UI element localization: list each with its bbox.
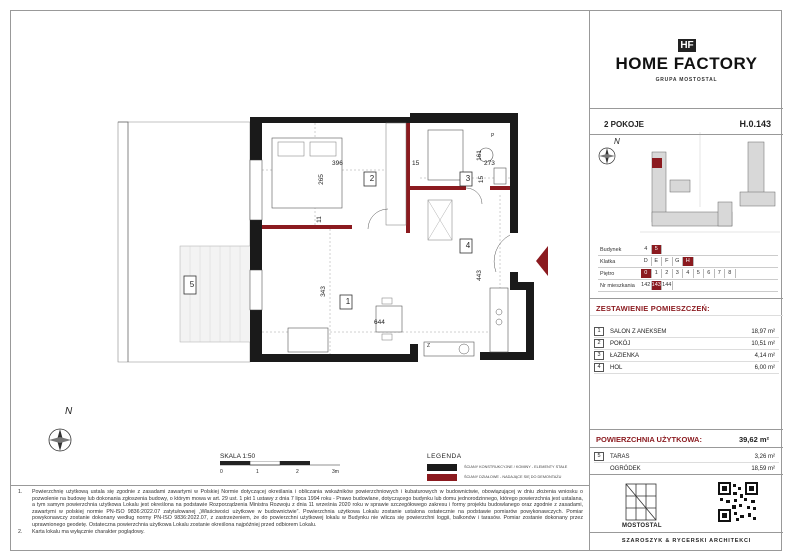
location-cell: 144	[662, 282, 672, 288]
room-number: 1	[594, 327, 604, 336]
room-name: ŁAZIENKA	[610, 352, 640, 359]
location-row	[598, 256, 778, 268]
location-cell: F	[662, 257, 673, 266]
footnote-text: Karta lokalu ma wyłącznie charakter poglądowy.	[32, 528, 145, 535]
total-area-value: 39,62 m²	[738, 435, 769, 444]
dimension-label: 15	[478, 175, 486, 184]
footnote-text: Powierzchnię użytkową ustala się zgodnie z zasadami zawartymi w Polskiej Normie dotyczącej określania i obliczania wskaźników powierzchniowych i kubaturowych w budownictwie, obowiązującej w dniu złożenia wniosku o pozwolenie na budowę lub dokonania zgłoszenia budowy, o którym mowa w art. 29 ust. 1 pkt 1 ustawy z dnia 7 lipca 1994 roku - Prawo budowlane, dotyczącego budynku lub domu jednorodzinnego, którego powierzchnia jest ustalana, a tym samym powierzchnia użytkowa Lokalu jest określona na podstawie Rozporządzenia Ministra Rozwoju z dnia 11 września 2020 roku w sprawie szczegółowego zakresu i formy projektu budowlanego oraz zgodnie z zasadami, zawartymi w polskiej normie PN-ISO 9836:2022.07 zatytułowanej „Właściwości użytkowe w budownictwie”. Powierzchnia użytkowa Lokalu zostanie ustalona ostatecznie na podstawie pomiarów powykonawczych. Pomiar powykonawczy zostanie dokonany według normy PN-ISO 9836:2022.07, z zastrzeżeniem, że do powierzchni użytkowej lokalu w Budynku nie wlicza się powierzchni loggii, balkonów i tarasów. Pomiar zostanie dokonany przez uprawnionego geodetę. Ostateczna powierzchnia użytkowa Lokalu zostanie określona najpóźniej przed odbiorem Lokalu.	[32, 489, 583, 528]
location-cell: 5	[694, 269, 705, 278]
legend-text-structural: ŚCIANY KONSTRUKCYJNE / KOMINY - ELEMENTY STAŁE	[464, 465, 568, 469]
legend-text-partition: ŚCIANY DZIAŁOWE - NADAJĄCE SIĘ DO DEMONTAŻU	[464, 475, 562, 479]
location-cell: 142	[641, 282, 651, 288]
room-row	[594, 362, 779, 374]
bottom-logos	[590, 480, 783, 530]
floor-plan	[10, 10, 589, 485]
room-area: 6,00 m²	[754, 364, 775, 371]
footnote-number: 2.	[18, 528, 23, 535]
room-row	[594, 338, 779, 350]
legend-swatch-partition	[427, 474, 457, 481]
extra-area-value: 3,26 m²	[754, 453, 775, 460]
rooms-count: 2 POKOJE	[604, 120, 645, 129]
dimension-label: 15	[412, 160, 420, 167]
scale-bar	[220, 461, 340, 475]
location-row-label: Budynek	[600, 246, 622, 253]
kitchen-counter	[490, 288, 508, 352]
location-cell: 143	[651, 282, 661, 288]
room-name: SALON Z ANEKSEM	[610, 328, 667, 335]
location-cell: G	[673, 257, 684, 266]
total-area-label: POWIERZCHNIA UŻYTKOWA:	[596, 435, 702, 444]
location-cell: E	[652, 257, 663, 266]
footnote-2	[18, 528, 583, 536]
room-row	[594, 326, 779, 338]
footnote-number: 1.	[18, 489, 23, 495]
room-label-1: 1	[345, 297, 351, 306]
location-cell: 0	[641, 269, 652, 278]
fixture-label: Z	[427, 343, 431, 349]
room-number: 3	[594, 351, 604, 360]
architects-credit: SZAROSZYK & RYCERSKI ARCHITEKCI	[621, 538, 752, 544]
scale-tick: 0	[220, 469, 223, 475]
sofa	[288, 328, 328, 352]
toilet	[494, 168, 506, 184]
unit-header	[590, 118, 783, 132]
divider	[590, 108, 783, 109]
room-number: 2	[594, 339, 604, 348]
location-row	[598, 244, 778, 256]
room-label-4: 4	[465, 241, 471, 250]
fixture-label: P	[491, 133, 495, 139]
location-cell: 2	[662, 269, 673, 278]
north-label-small: N	[614, 137, 620, 146]
room-area: 4,14 m²	[754, 352, 775, 359]
compass	[45, 425, 75, 455]
location-cell: 4	[641, 245, 652, 254]
room-name: HOL	[610, 364, 623, 371]
room-label-5: 5	[189, 280, 195, 289]
unit-code: H.0.143	[739, 119, 771, 129]
room-row	[594, 350, 779, 362]
room-area: 18,97 m²	[751, 328, 775, 335]
garden-fence	[118, 122, 128, 362]
entrance-arrow	[536, 246, 548, 276]
rooms-section-title: ZESTAWIENIE POMIESZCZEŃ:	[596, 304, 710, 313]
room-label-2: 2	[369, 174, 375, 183]
divider	[590, 447, 783, 448]
location-row	[598, 268, 778, 280]
room-label-3: 3	[465, 174, 471, 183]
dimension-label: 161	[475, 150, 483, 161]
floor-plan-area	[10, 10, 589, 485]
dimension-label: 265	[317, 174, 325, 185]
divider	[590, 298, 783, 299]
dimension-label: 11	[315, 216, 323, 223]
location-cell: 7	[715, 269, 726, 278]
scale-tick: 2	[296, 469, 299, 475]
total-area-row	[590, 431, 783, 447]
rooms-table	[594, 326, 779, 374]
location-cell: D	[641, 257, 652, 266]
location-cell: H	[683, 257, 694, 266]
scale-label: SKALA 1:50	[220, 453, 256, 460]
legend-swatch-structural	[427, 464, 457, 471]
bathtub	[428, 130, 463, 180]
location-cell: 8	[725, 269, 736, 278]
location-row-label: Piętro	[600, 270, 615, 277]
location-row-label: Nr mieszkania	[600, 282, 635, 289]
location-cell: 3	[673, 269, 684, 278]
location-cell: 4	[683, 269, 694, 278]
legend-title: LEGENDA	[427, 453, 462, 460]
north-label: N	[65, 406, 73, 417]
brand-logo	[590, 10, 783, 108]
brand-subtitle: GRUPA MOSTOSTAL	[655, 77, 718, 83]
dimension-label: 343	[319, 286, 327, 297]
info-panel	[589, 10, 782, 551]
scale-tick: 3m	[332, 469, 339, 475]
scale-tick: 1	[256, 469, 259, 475]
footnote-1	[18, 489, 583, 529]
room-area: 10,51 m²	[751, 340, 775, 347]
footnotes	[10, 485, 589, 551]
divider	[590, 315, 783, 316]
qr-code-icon	[718, 482, 758, 522]
dimension-label: 273	[484, 160, 495, 167]
extras-table	[594, 451, 779, 475]
dimension-label: 644	[374, 319, 385, 326]
location-cell: 6	[704, 269, 715, 278]
location-row-label: Klatka	[600, 258, 616, 265]
room-name: POKÓJ	[610, 340, 631, 347]
divider	[590, 532, 783, 533]
appliance	[424, 342, 474, 356]
room-number: 4	[594, 363, 604, 372]
location-cell: 5	[652, 245, 663, 254]
extra-area-value: 18,59 m²	[751, 465, 775, 472]
site-plan-map	[640, 132, 780, 242]
dimension-label: 443	[475, 270, 483, 281]
site-plan	[640, 132, 780, 242]
location-grid	[598, 244, 778, 292]
compass-rose-icon	[45, 425, 75, 455]
company-name: MOSTOSTAL	[622, 523, 662, 529]
location-cell: 1	[652, 269, 663, 278]
divider	[590, 474, 783, 475]
hf-logo-mark: HF	[678, 39, 696, 52]
extra-area-row	[594, 451, 779, 463]
location-row	[598, 280, 778, 292]
extra-area-name: TARAS	[610, 453, 630, 460]
brand-name: HOME FACTORY	[615, 54, 758, 73]
wardrobe	[386, 123, 406, 225]
room-number: 5	[594, 452, 604, 461]
dimension-label: 396	[332, 160, 343, 167]
divider	[590, 429, 783, 430]
extra-area-name: OGRÓDEK	[610, 465, 641, 472]
